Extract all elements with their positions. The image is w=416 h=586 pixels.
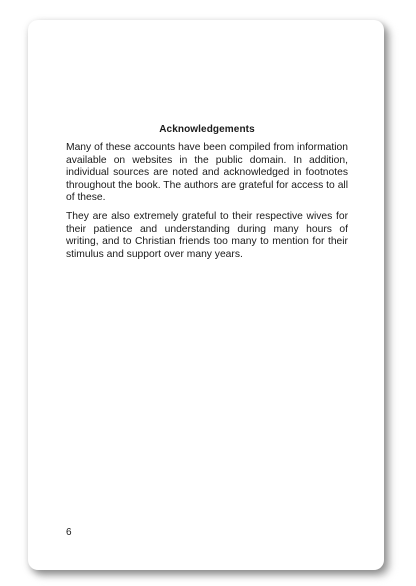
paragraph-2: They are also extremely grateful to their respective wives for their patience and understanding during many hours of writing, and to Christian friends too many to mention for their stimulus and support over many years. xyxy=(66,210,348,260)
book-page xyxy=(28,20,384,570)
page-number: 6 xyxy=(66,527,72,538)
paragraph-1: Many of these accounts have been compiled from information available on websites in the public domain. In addition, individual sources are noted and acknowledged in footnotes throughout the book. The authors are grateful for access to all of these. xyxy=(66,142,348,204)
page-heading: Acknowledgements xyxy=(159,124,255,135)
page-content xyxy=(66,124,348,267)
